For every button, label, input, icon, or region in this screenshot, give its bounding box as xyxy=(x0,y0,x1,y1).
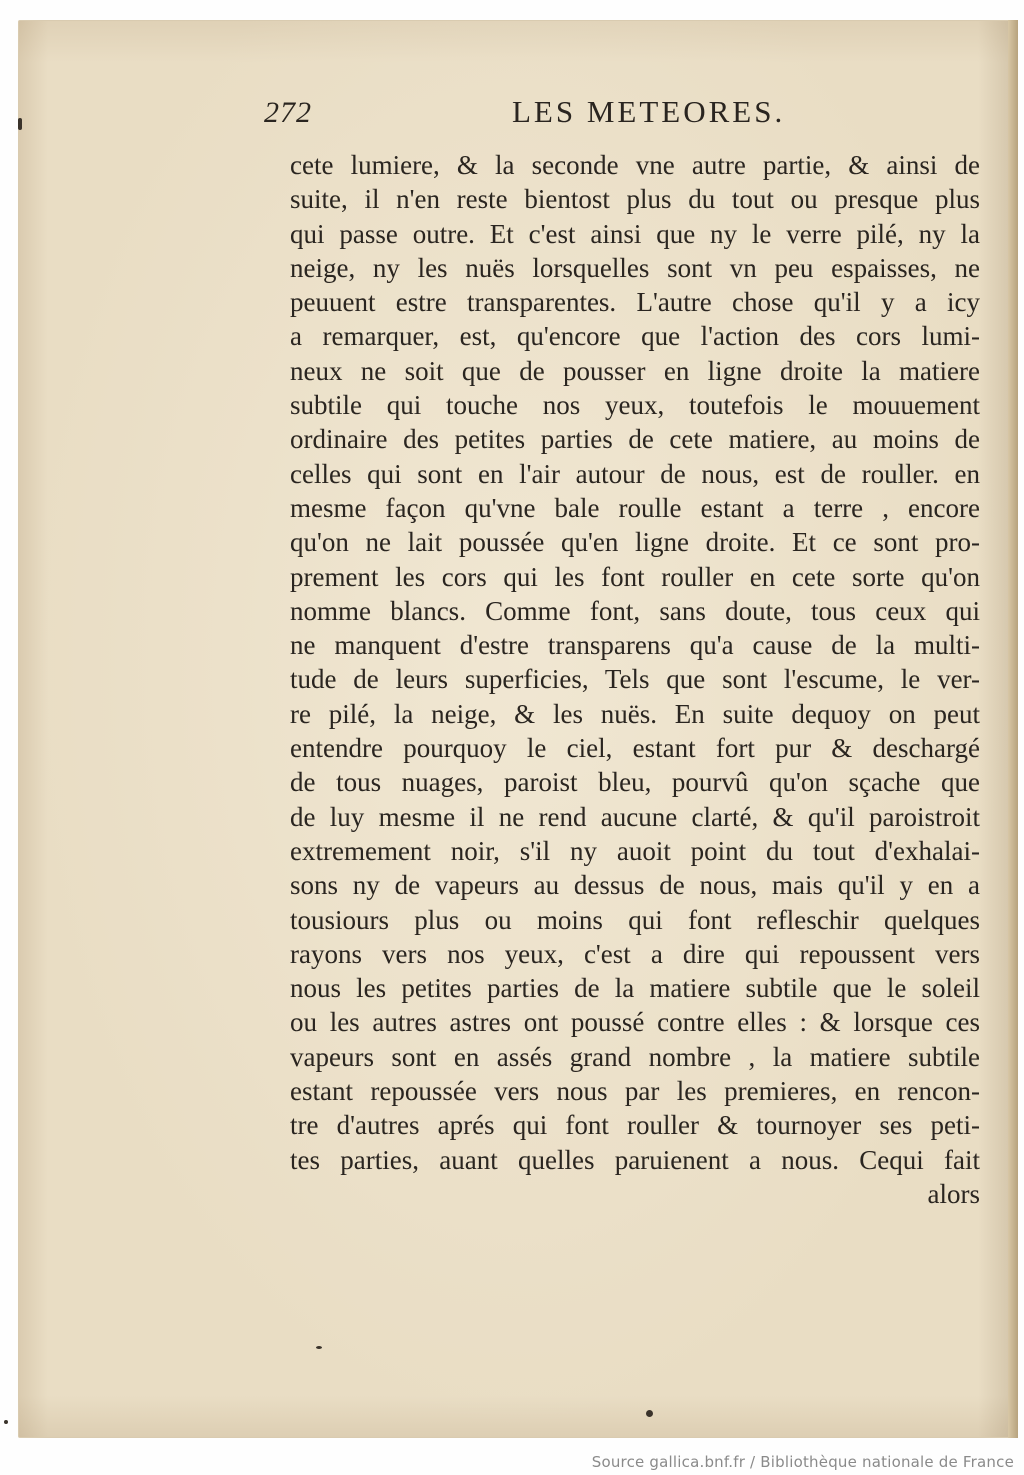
text-line: re pilé, la neige, & les nuës. En suite dequoy on peut xyxy=(290,698,980,729)
text-line: rayons vers nos yeux, c'est a dire qui repoussent vers xyxy=(290,938,980,969)
text-line: neige, ny les nuës lorsquelles sont vn peu espaisses, ne xyxy=(290,252,980,283)
page-number: 272 xyxy=(264,96,312,129)
text-line: a remarquer, est, qu'encore que l'action des cors lumi- xyxy=(290,321,980,352)
ink-speck xyxy=(646,1410,653,1417)
text-line: peuuent estre transparentes. L'autre chose qu'il y a icy xyxy=(290,287,980,318)
text-line: prement les cors qui les font rouller en cete sorte qu'on xyxy=(290,561,980,592)
running-head xyxy=(264,86,984,132)
text-line: subtile qui touche nos yeux, toutefois le mouuement xyxy=(290,390,980,421)
page-gutter xyxy=(1008,20,1018,1438)
text-line: neux ne soit que de pousser en ligne droite la matiere xyxy=(290,355,980,386)
ink-speck xyxy=(18,118,22,130)
text-line: celles qui sont en l'air autour de nous, est de rouller. en xyxy=(290,458,980,489)
text-line: tes parties, auant quelles paruienent a nous. Cequi fait xyxy=(290,1144,980,1175)
text-line: qui passe outre. Et c'est ainsi que ny le verre pilé, ny la xyxy=(290,218,980,249)
text-line: mesme façon qu'vne bale roulle estant a terre , encore xyxy=(290,492,980,523)
text-line: extremement noir, s'il ny auoit point du tout d'exhalai- xyxy=(290,835,980,866)
text-line: de luy mesme il ne rend aucune clarté, & qu'il paroistroit xyxy=(290,801,980,832)
text-line: nomme blancs. Comme font, sans doute, tous ceux qui xyxy=(290,595,980,626)
text-line: tre d'autres aprés qui font rouller & tournoyer ses peti- xyxy=(290,1110,980,1141)
book-page xyxy=(18,20,1018,1438)
text-line: tude de leurs superficies, Tels que sont l'escume, le ver- xyxy=(290,664,980,695)
text-line: de tous nuages, paroist bleu, pourvû qu'on sçache que xyxy=(290,767,980,798)
text-line: ou les autres astres ont poussé contre elles : & lorsque ces xyxy=(290,1007,980,1038)
text-line: qu'on ne lait poussée qu'en ligne droite. Et ce sont pro- xyxy=(290,527,980,558)
text-block xyxy=(290,148,980,1211)
text-line: sons ny de vapeurs au dessus de nous, mais qu'il y en a xyxy=(290,870,980,901)
ink-speck xyxy=(4,1420,8,1424)
source-footer: Source gallica.bnf.fr / Bibliothèque nationale de France xyxy=(591,1453,1014,1471)
running-title: LES METEORES. xyxy=(512,94,786,129)
text-line: estant repoussée vers nous par les premieres, en rencon- xyxy=(290,1076,980,1107)
text-line: ne manquent d'estre transparens qu'a cause de la multi- xyxy=(290,630,980,661)
text-line: tousiours plus ou moins qui font refleschir quelques xyxy=(290,904,980,935)
text-line: entendre pourquoy le ciel, estant fort pur & deschargé xyxy=(290,733,980,764)
catchword: alors xyxy=(927,1178,980,1209)
text-line: cete lumiere, & la seconde vne autre partie, & ainsi de xyxy=(290,150,980,180)
ink-speck xyxy=(316,1346,322,1349)
text-line: ordinaire des petites parties de cete matiere, au moins de xyxy=(290,424,980,455)
text-line: nous les petites parties de la matiere subtile que le soleil xyxy=(290,973,980,1004)
text-line: suite, il n'en reste bientost plus du tout ou presque plus xyxy=(290,184,980,215)
text-line: vapeurs sont en assés grand nombre , la matiere subtile xyxy=(290,1041,980,1072)
